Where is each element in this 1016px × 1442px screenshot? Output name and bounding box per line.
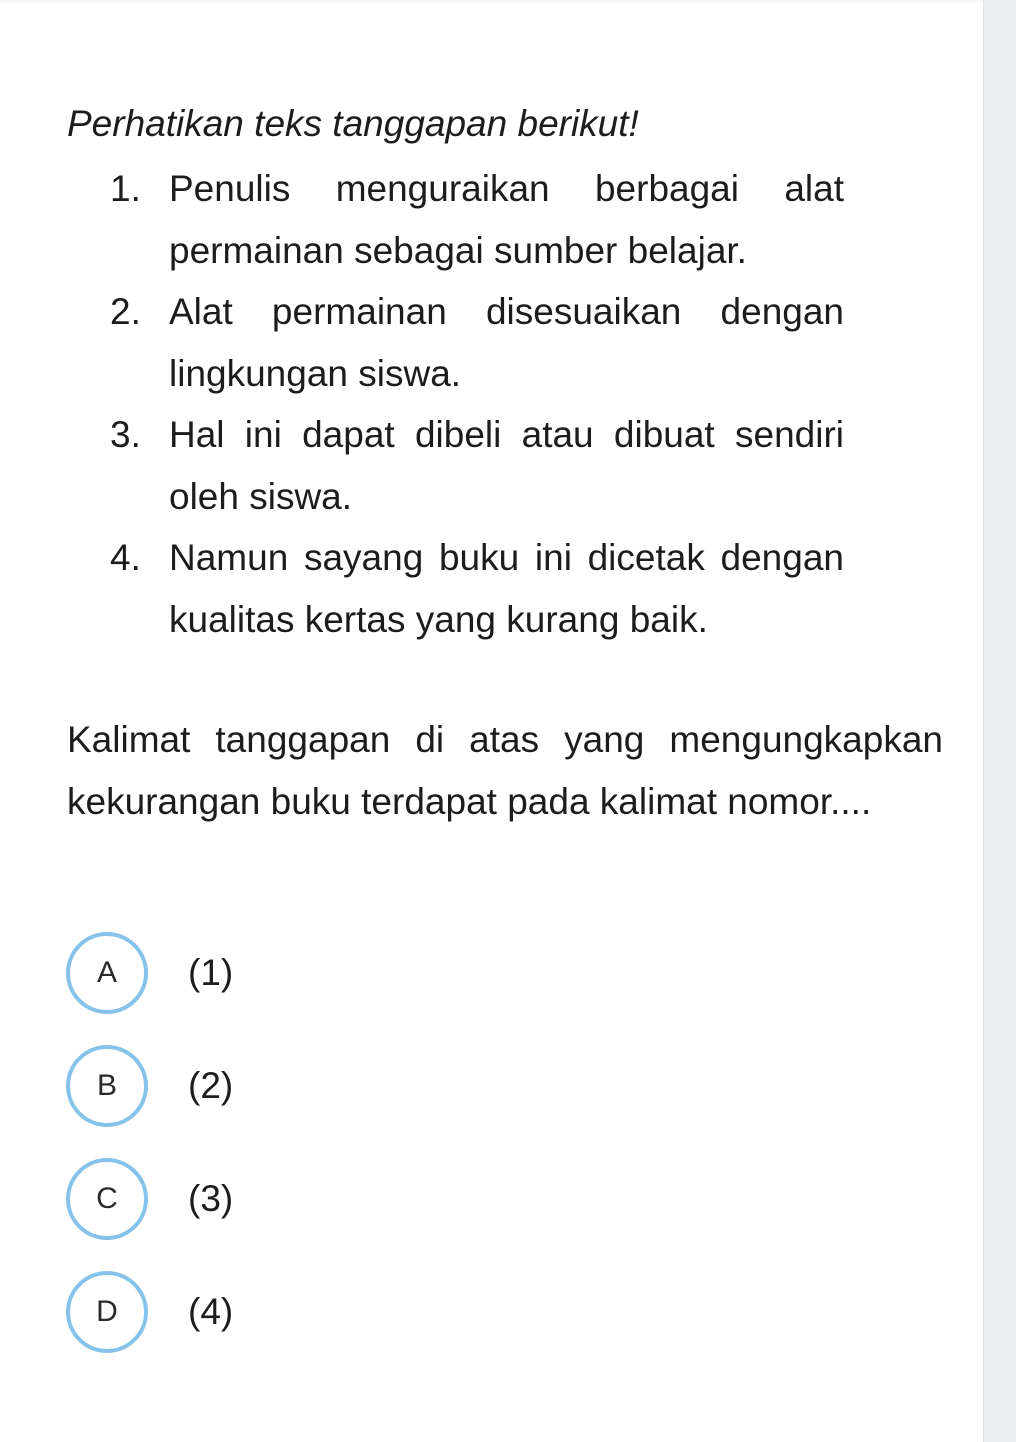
option-d[interactable] [66,1271,233,1353]
item-text: Namun sayang buku ini dicetak dengan kualitas kertas yang kurang baik. [169,537,844,640]
option-a-label[interactable]: (1) [188,952,234,993]
item-number: 2. [110,291,141,332]
option-d-circle[interactable]: D [66,1271,148,1353]
list-item [0,404,844,527]
option-c-circle[interactable]: C [66,1158,148,1240]
scrollbar-track[interactable] [983,0,1016,1442]
list-item [0,281,844,404]
option-b-circle[interactable]: B [66,1045,148,1127]
option-d-label[interactable]: (4) [188,1291,234,1332]
option-c-label[interactable]: (3) [188,1178,234,1219]
option-c[interactable] [66,1158,233,1240]
option-a-circle[interactable]: A [66,932,148,1014]
item-number: 4. [110,537,141,578]
response-text-list [0,158,844,650]
card-top-edge [0,0,984,4]
option-b[interactable] [66,1045,233,1127]
question-instruction: Perhatikan teks tanggapan berikut! [67,103,639,144]
item-text: Penulis menguraikan berbagai alat permainan sebagai sumber belajar. [169,168,844,271]
item-text: Alat permainan disesuaikan dengan lingkungan siswa. [169,291,844,394]
item-text: Hal ini dapat dibeli atau dibuat sendiri oleh siswa. [169,414,844,517]
answer-options [66,932,233,1384]
option-a[interactable] [66,932,233,1014]
list-item [0,158,844,281]
question-prompt: Kalimat tanggapan di atas yang mengungkapkan kekurangan buku terdapat pada kalimat nomor.... [67,719,943,822]
list-item [0,527,844,650]
option-b-label[interactable]: (2) [188,1065,234,1106]
item-number: 1. [110,168,141,209]
item-number: 3. [110,414,141,455]
